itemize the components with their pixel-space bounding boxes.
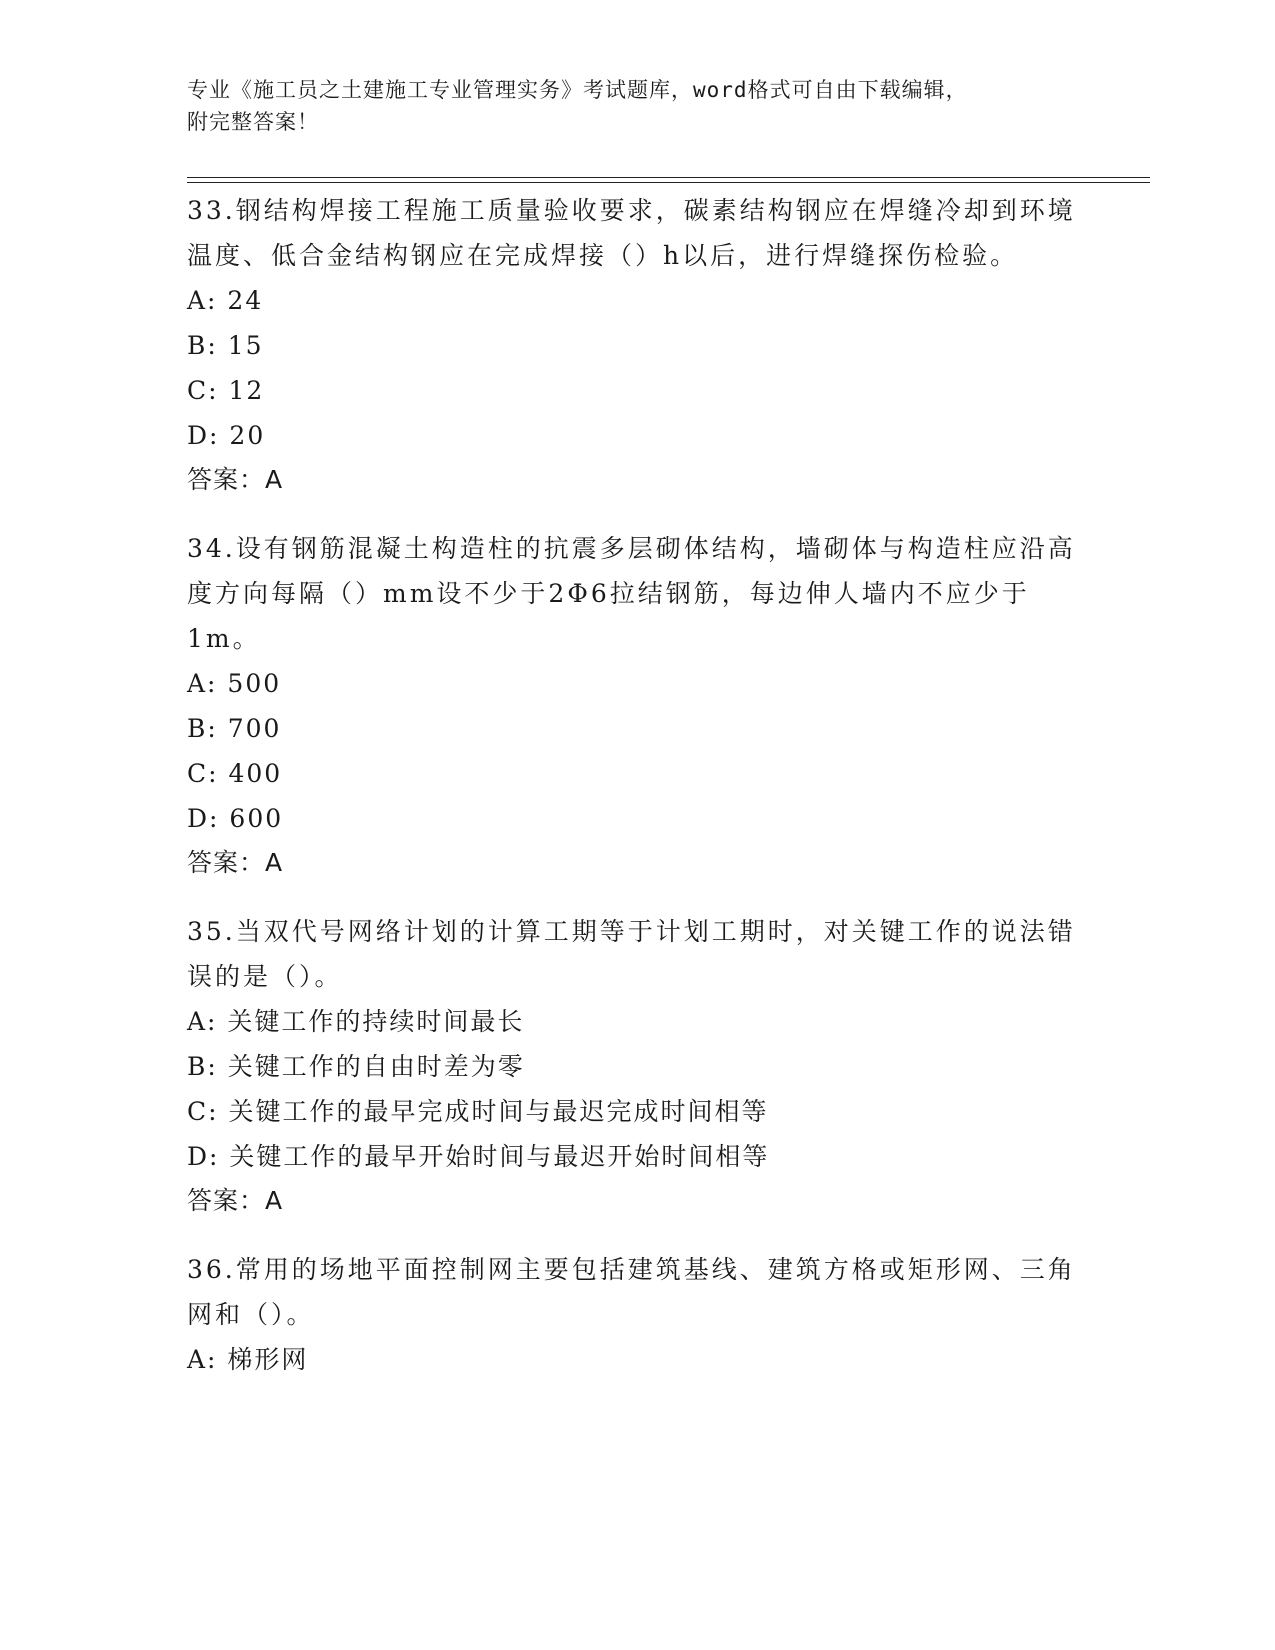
option-d: D: 关键工作的最早开始时间与最迟开始时间相等 bbox=[187, 1142, 770, 1171]
option-d: D: 600 bbox=[187, 804, 284, 833]
option-b: B: 15 bbox=[187, 331, 264, 360]
option-b: B: 关键工作的自由时差为零 bbox=[187, 1052, 525, 1081]
option-a: A: 24 bbox=[187, 286, 264, 315]
header-line-2: 附完整答案！ bbox=[187, 110, 319, 134]
header-divider-top bbox=[187, 177, 1150, 178]
question-stem: 34.设有钢筋混凝土构造柱的抗震多层砌体结构，墙砌体与构造柱应沿高度方向每隔（）mm设不少于2Φ6拉结钢筋，每边伸人墙内不应少于1m。 bbox=[187, 534, 1076, 653]
question-34 bbox=[187, 526, 1087, 884]
question-35 bbox=[187, 909, 1087, 1222]
header-divider-bottom bbox=[187, 182, 1150, 183]
answer: 答案：A bbox=[187, 1186, 284, 1215]
question-36 bbox=[187, 1247, 1087, 1382]
option-d: D: 20 bbox=[187, 421, 266, 450]
option-a: A: 关键工作的持续时间最长 bbox=[187, 1007, 525, 1036]
option-b: B: 700 bbox=[187, 714, 282, 743]
option-c: C: 12 bbox=[187, 376, 265, 405]
question-33 bbox=[187, 188, 1087, 501]
answer: 答案：A bbox=[187, 465, 284, 494]
option-a: A: 梯形网 bbox=[187, 1345, 309, 1374]
question-stem: 33.钢结构焊接工程施工质量验收要求，碳素结构钢应在焊缝冷却到环境温度、低合金结构钢应在完成焊接（）h以后，进行焊缝探伤检验。 bbox=[187, 196, 1076, 270]
question-stem: 36.常用的场地平面控制网主要包括建筑基线、建筑方格或矩形网、三角网和（）。 bbox=[187, 1255, 1076, 1329]
header-line-1: 专业《施工员之土建施工专业管理实务》考试题库，word格式可自由下载编辑， bbox=[187, 78, 968, 102]
answer: 答案：A bbox=[187, 848, 284, 877]
option-c: C: 400 bbox=[187, 759, 283, 788]
question-stem: 35.当双代号网络计划的计算工期等于计划工期时，对关键工作的说法错误的是（）。 bbox=[187, 917, 1076, 991]
document-header bbox=[187, 74, 1107, 138]
option-c: C: 关键工作的最早完成时间与最迟完成时间相等 bbox=[187, 1097, 769, 1126]
question-list bbox=[187, 188, 1087, 1407]
option-a: A: 500 bbox=[187, 669, 282, 698]
